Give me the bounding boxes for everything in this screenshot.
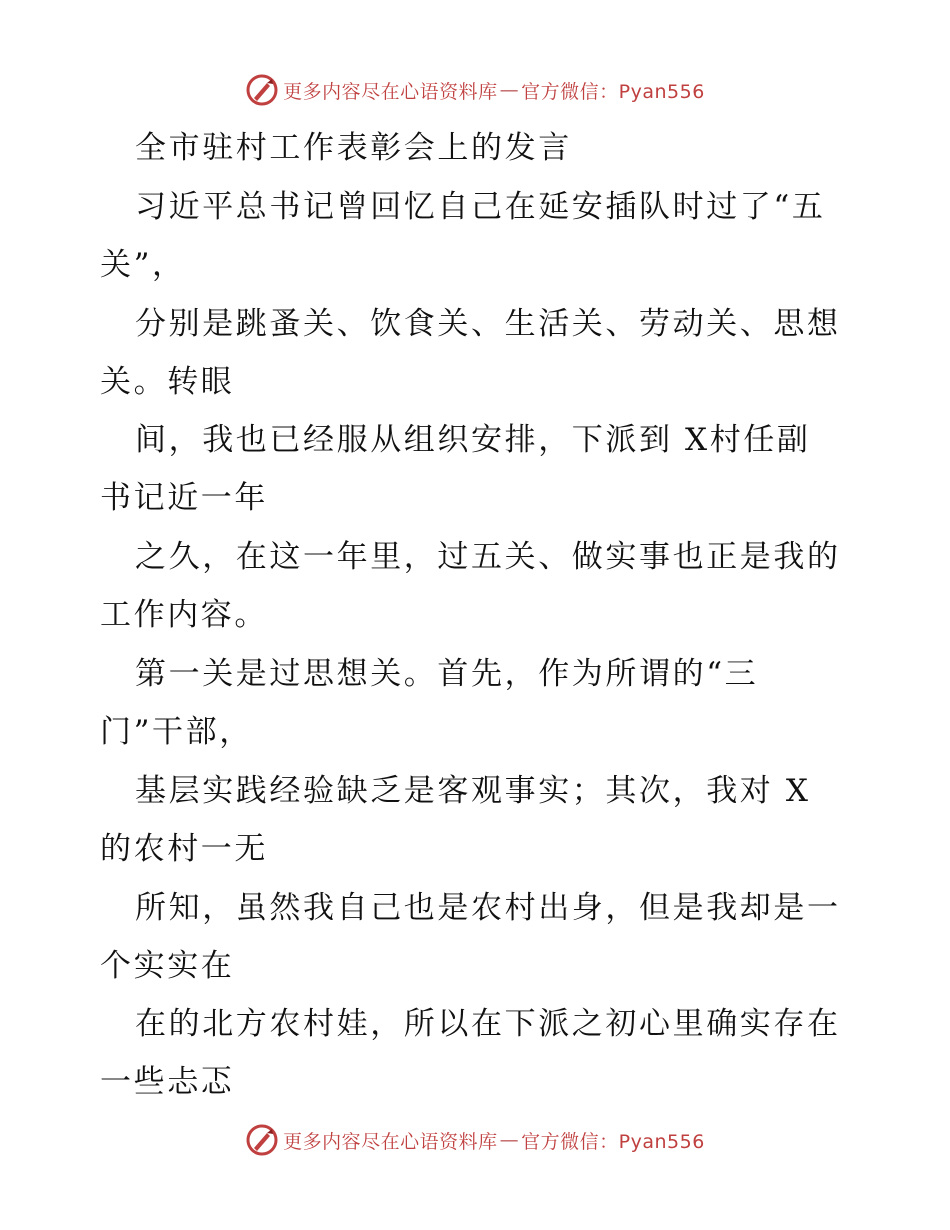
banner-separator: — <box>499 79 520 101</box>
paragraph-line: 关”， <box>100 247 186 283</box>
document-title: 全市驻村工作表彰会上的发言 <box>135 130 572 166</box>
paragraph-line: 之久，在这一年里，过五关、做实事也正是我的 <box>135 539 841 575</box>
paragraph-line: 基层实践经验缺乏是客观事实；其次，我对 X <box>135 773 811 809</box>
paragraph-line: 习近平总书记曾回忆自己在延安插队时过了“五 <box>135 189 826 225</box>
paragraph-line: 所知，虽然我自己也是农村出身，但是我却是一 <box>135 890 841 926</box>
paragraph-line: 书记近一年 <box>100 480 268 516</box>
pen-logo-icon <box>245 73 279 107</box>
paragraph-line: 工作内容。 <box>100 597 268 633</box>
banner-contact: 官方微信：Pyan556 <box>521 80 705 103</box>
paragraph-line: 个实实在 <box>100 948 235 984</box>
paragraph-line: 的农村一无 <box>100 831 268 867</box>
paragraph-line: 关。转眼 <box>100 364 235 400</box>
banner-separator: — <box>499 1129 520 1151</box>
paragraph-line: 门”干部， <box>100 714 253 750</box>
paragraph-line: 第一关是过思想关。首先，作为所谓的“三 <box>135 656 759 692</box>
paragraph-line: 一些忐忑 <box>100 1064 235 1100</box>
paragraph-line: 间，我也已经服从组织安排，下派到 X村任副 <box>135 422 811 458</box>
header-watermark-banner <box>0 70 950 110</box>
banner-contact: 官方微信：Pyan556 <box>521 1130 705 1153</box>
pen-logo-icon <box>245 1123 279 1157</box>
paragraph-line: 分别是跳蚤关、饮食关、生活关、劳动关、思想 <box>135 306 841 342</box>
paragraph-line: 在的北方农村娃，所以在下派之初心里确实存在 <box>135 1006 841 1042</box>
footer-watermark-banner <box>0 1120 950 1160</box>
banner-text: 更多内容尽在心语资料库 <box>283 1130 498 1153</box>
banner-text: 更多内容尽在心语资料库 <box>283 80 498 103</box>
